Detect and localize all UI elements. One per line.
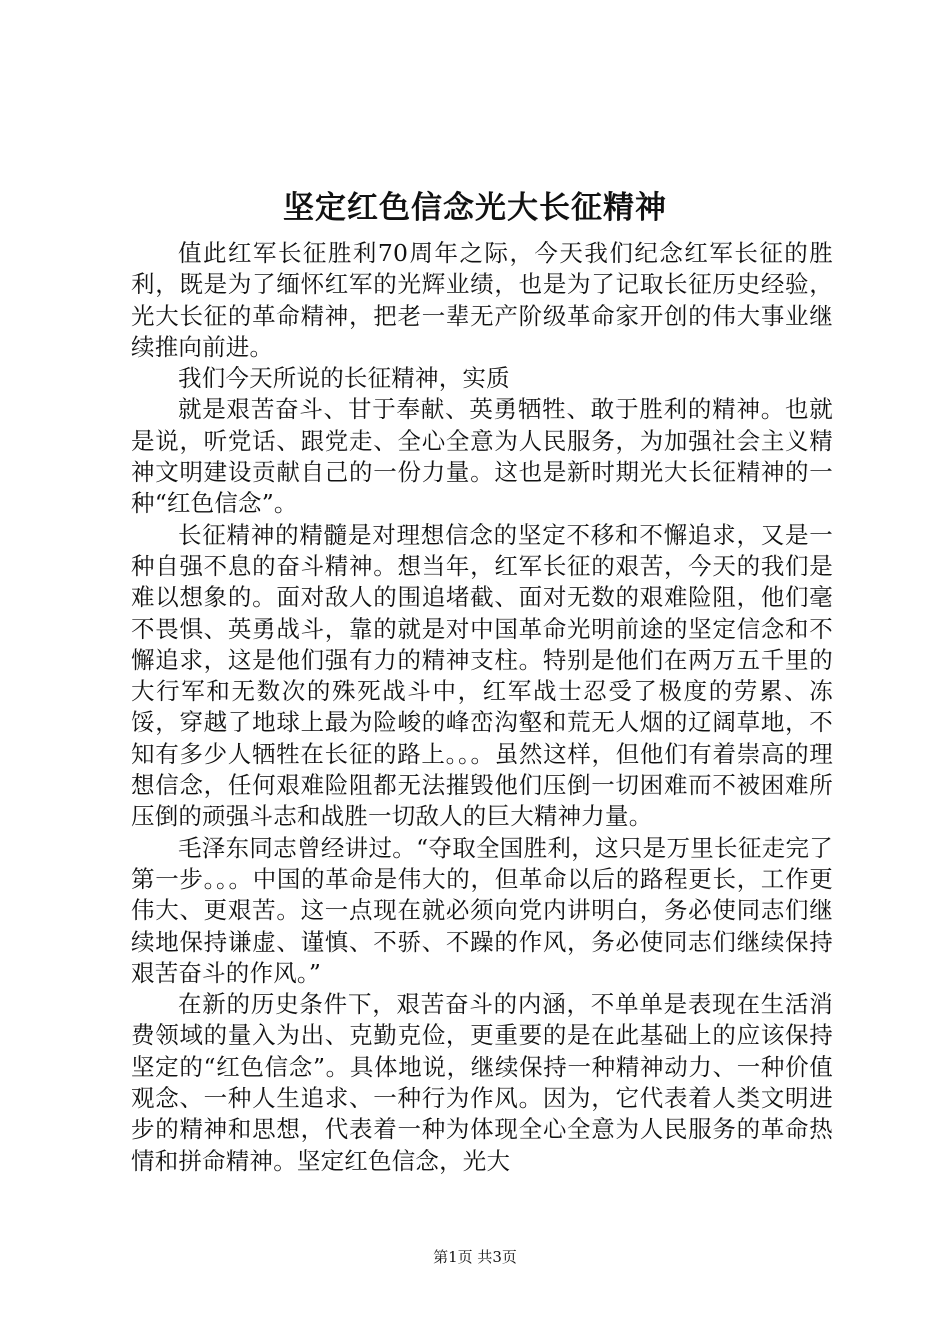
paragraph: 值此红军长征胜利70周年之际，今天我们纪念红军长征的胜利，既是为了缅怀红军的光辉业绩，也是为了记取长征历史经验，光大长征的革命精神，把老一辈无产阶级革命家开创的伟大事业继续推向前进。 xyxy=(131,239,833,361)
page-footer: 第1页 共3页 xyxy=(433,1248,517,1266)
document-title: 坚定红色信念光大长征精神 xyxy=(283,190,667,226)
paragraph: 在新的历史条件下，艰苦奋斗的内涵，不单单是表现在生活消费领域的量入为出、克勤克俭，更重要的是在此基础上的应该保持坚定的“红色信念”。具体地说，继续保持一种精神动力、一种价值观念、一种人生追求、一种行为作风。因为，它代表着人类文明进步的精神和思想，代表着一种为体现全心全意为人民服务的革命热情和拼命精神。坚定红色信念，光大 xyxy=(131,990,833,1175)
paragraph: 我们今天所说的长征精神，实质 xyxy=(178,364,510,393)
paragraph: 就是艰苦奋斗、甘于奉献、英勇牺牲、敢于胜利的精神。也就是说，听党话、跟党走、全心全意为人民服务，为加强社会主义精神文明建设贡献自己的一份力量。这也是新时期光大长征精神的一种“红色信念”。 xyxy=(131,395,833,518)
paragraph: 毛泽东同志曾经讲过。“夺取全国胜利，这只是万里长征走完了第一步。。。中国的革命是伟大的，但革命以后的路程更长，工作更伟大、更艰苦。这一点现在就必须向党内讲明白，务必使同志们继续地保持谦虚、谨慎、不骄、不躁的作风，务必使同志们继续保持艰苦奋斗的作风。” xyxy=(131,833,833,987)
document-body xyxy=(131,238,833,1177)
paragraph: 长征精神的精髓是对理想信念的坚定不移和不懈追求，又是一种自强不息的奋斗精神。想当年，红军长征的艰苦，今天的我们是难以想象的。面对敌人的围追堵截、面对无数的艰难险阻，他们毫不畏惧、英勇战斗，靠的就是对中国革命光明前途的坚定信念和不懈追求，这是他们强有力的精神支柱。特别是他们在两万五千里的大行军和无数次的殊死战斗中，红军战士忍受了极度的劳累、冻馁，穿越了地球上最为险峻的峰峦沟壑和荒无人烟的辽阔草地，不知有多少人牺牲在长征的路上。。。虽然这样，但他们有着崇高的理想信念，任何艰难险阻都无法摧毁他们压倒一切困难而不被困难所压倒的顽强斗志和战胜一切敌人的巨大精神力量。 xyxy=(131,520,833,831)
